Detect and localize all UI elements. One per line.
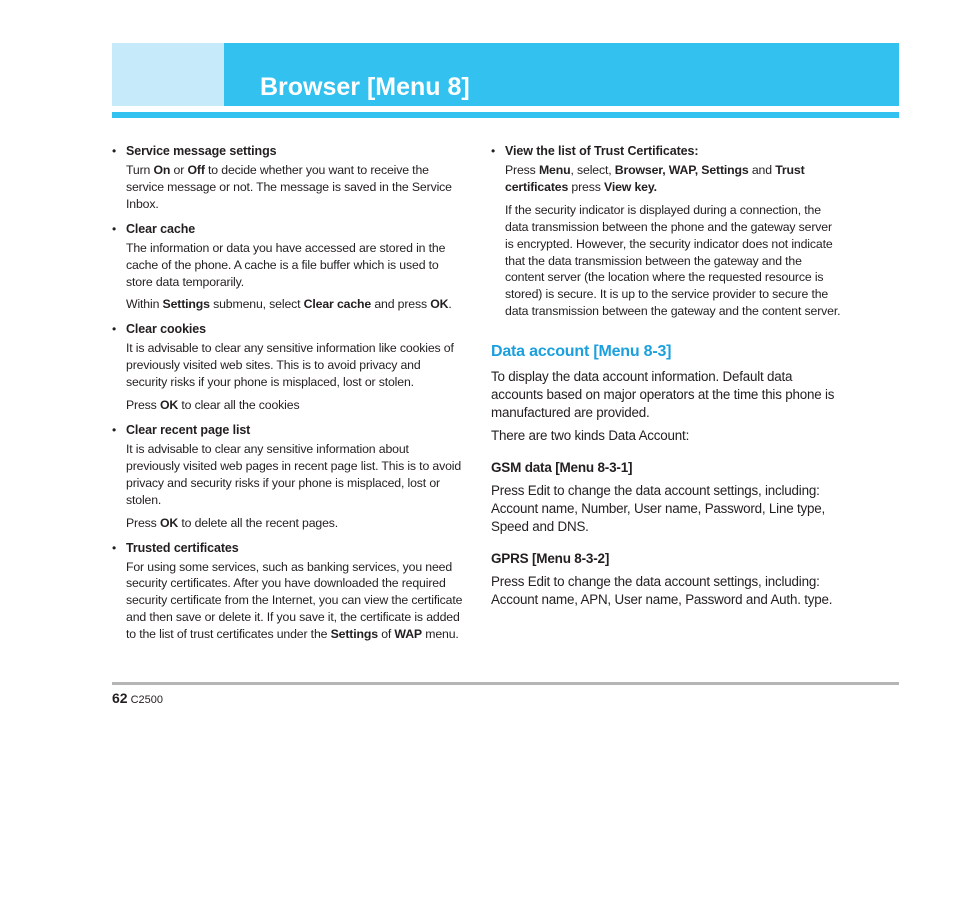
item-paragraph [505, 162, 841, 196]
section-title-data-account: Data account [Menu 8-3] [491, 343, 672, 361]
item-title: Clear recent page list [126, 422, 251, 437]
item-clear-recent-page-list [112, 422, 464, 532]
left-column [112, 143, 464, 643]
bold-term: Browser, WAP, Settings [614, 163, 749, 177]
model-name: C2500 [130, 694, 163, 706]
item-paragraph [126, 441, 464, 509]
bold-term: Menu [538, 163, 571, 177]
item-clear-cache [112, 221, 464, 314]
text-run: It is advisable to clear any sensitive information about previously visited web pages in recent page list. This is to avoid privacy and security risks if your phone is misplaced, lost or stolen. [126, 441, 462, 507]
item-trusted-certificates [112, 540, 464, 644]
text-run: and [748, 163, 776, 177]
bullet-icon: • [491, 144, 496, 158]
text-run: , select, [570, 163, 615, 177]
subsection-title-gsm-data: GSM data [Menu 8-3-1] [491, 460, 633, 476]
text-run: to decide whether you want to receive the service message or not. The message is saved in the Service Inbox. [126, 163, 452, 211]
text-run: menu. [421, 627, 459, 642]
page-title: Browser [Menu 8] [260, 73, 470, 101]
bold-term: WAP [394, 627, 422, 642]
text-run: . [448, 297, 452, 312]
item-title: Clear cache [126, 221, 196, 236]
text-run: If the security indicator is displayed during a connection, the data transmission between the phone and the gateway server is encrypted. However, the security indicator does not indicate that the data transmission between the gateway and the content server (the location where the requested resource is stored) is secure. It is up to the service provider to secure the data transmission between the gateway and the content server. [505, 202, 841, 319]
item-paragraph [126, 559, 464, 644]
bullet-icon: • [112, 221, 117, 236]
item-service-message-settings [112, 143, 464, 213]
text-run: For using some services, such as banking services, you need security certificates. After you have downloaded the required security certificate from the Internet, you can view the certificate and then save or delete it. If you save it, the certificate is added to the list of trust certificates under the [126, 559, 463, 642]
bullet-icon: • [112, 322, 117, 337]
header-accent-block [112, 43, 224, 106]
section-kinds-text: There are two kinds Data Account: [491, 428, 690, 444]
bold-term: OK [159, 398, 179, 413]
bold-term: Clear cache [303, 297, 372, 312]
bold-term: OK [159, 515, 179, 530]
text-run: Press [505, 163, 539, 177]
text-run: submenu, select [209, 297, 304, 312]
text-run: Turn [126, 163, 154, 177]
item-title: Service message settings [126, 144, 277, 158]
footer [112, 690, 163, 708]
item-title: View the list of Trust Certificates: [505, 144, 699, 158]
bold-term: Settings [162, 297, 210, 312]
text-run: Within [126, 297, 163, 312]
header-rule [112, 112, 899, 118]
section-intro: To display the data account information. Default data accounts based on major operators at the time this phone is manufactured are provided. [491, 369, 835, 421]
text-run: and press [371, 297, 431, 312]
item-trust-certificates-list [491, 143, 841, 320]
text-run: The information or data you have accessed are stored in the cache of the phone. A cache is a file buffer which is used to store data temporarily. [126, 240, 446, 289]
text-run: It is advisable to clear any sensitive information like cookies of previously visited web sites. This is to avoid privacy and security risks if your phone is misplaced, lost or stolen. [126, 341, 454, 390]
bold-term: Settings [330, 627, 378, 642]
text-run: of [377, 627, 395, 642]
text-run: to clear all the cookies [178, 398, 300, 413]
bold-term: OK [430, 297, 449, 312]
subsection-text-gprs: Press Edit to change the data account settings, including: Account name, APN, User name, Password and Auth. type. [491, 574, 833, 608]
bullet-icon: • [112, 144, 117, 158]
item-paragraph [505, 202, 841, 320]
bold-term: Off [187, 163, 205, 177]
subsection-text-gsm-data: Press Edit to change the data account settings, including: Account name, Number, User name, Password, Line type, Speed and DNS. [491, 483, 825, 535]
item-paragraph [126, 515, 464, 532]
bold-term: View key. [604, 179, 657, 194]
header-bar [224, 43, 899, 106]
text-run: or [170, 163, 188, 177]
text-run: Press [126, 398, 160, 413]
bullet-icon: • [112, 540, 117, 555]
item-paragraph [126, 340, 464, 391]
text-run: Press [126, 515, 160, 530]
item-title: Trusted certificates [126, 540, 239, 555]
text-run: press [568, 179, 604, 194]
item-clear-cookies [112, 321, 464, 414]
subsection-title-gprs: GPRS [Menu 8-3-2] [491, 551, 610, 567]
bold-term: Trust certificates [505, 163, 805, 194]
footer-rule [112, 682, 899, 685]
page-number: 62 [112, 690, 128, 706]
text-run: to delete all the recent pages. [178, 515, 339, 530]
bold-term: On [153, 163, 171, 177]
item-paragraph [126, 240, 464, 291]
right-column [491, 143, 841, 609]
item-paragraph [126, 397, 464, 414]
item-title: Clear cookies [126, 322, 206, 337]
bullet-icon: • [112, 422, 117, 437]
item-paragraph [126, 296, 464, 313]
item-paragraph [126, 162, 464, 213]
